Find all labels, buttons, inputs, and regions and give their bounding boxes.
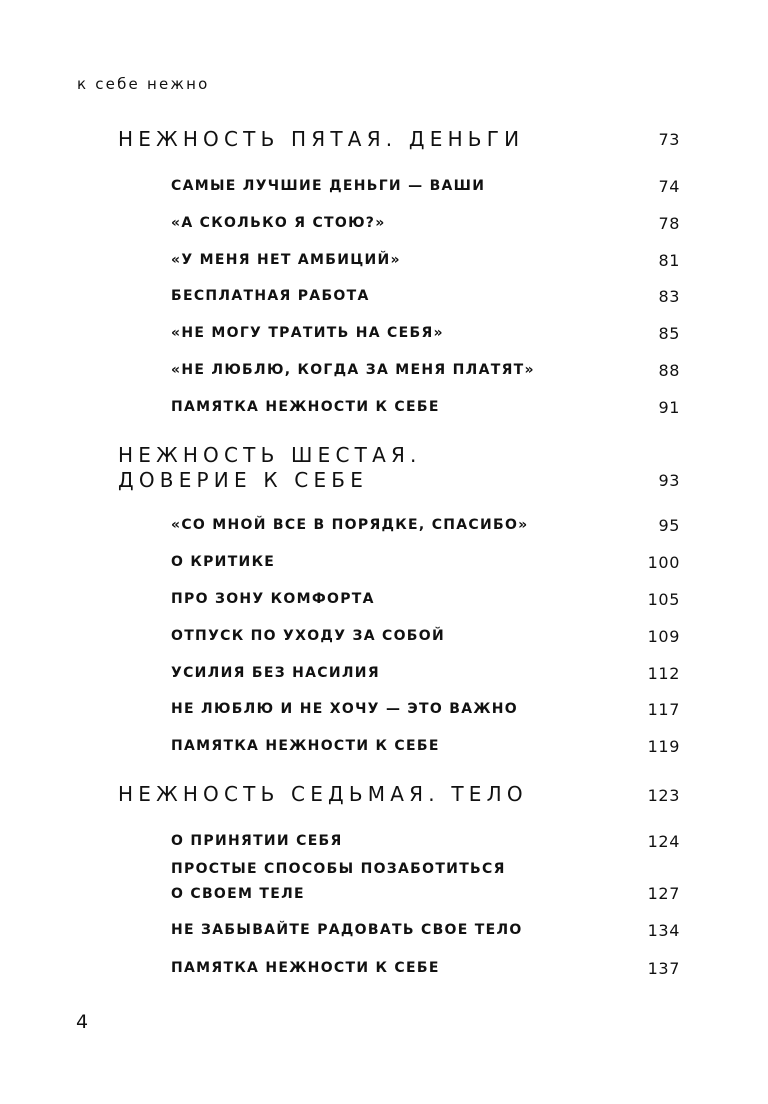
toc-entry-title xyxy=(171,956,440,981)
toc-entry-title xyxy=(171,624,445,649)
toc-entry-page: 81 xyxy=(658,251,680,270)
chapter-title xyxy=(118,443,422,493)
toc-entry-line: «СО МНОЙ ВСЕ В ПОРЯДКЕ, СПАСИБО» xyxy=(171,517,529,533)
toc-entry-line: ПРОСТЫЕ СПОСОБЫ ПОЗАБОТИТЬСЯ xyxy=(171,861,506,877)
toc-entry-page: 124 xyxy=(647,832,680,851)
page-number: 4 xyxy=(76,1011,89,1033)
toc-entry-line: ПАМЯТКА НЕЖНОСТИ К СЕБЕ xyxy=(171,399,440,415)
toc-entry-title xyxy=(171,321,444,346)
toc-entry-page: 127 xyxy=(647,884,680,903)
chapter-title xyxy=(118,782,528,807)
toc-entry-page: 109 xyxy=(647,627,680,646)
toc-entry-title xyxy=(171,587,375,612)
toc-entry-title xyxy=(171,550,275,575)
toc-entry-title xyxy=(171,918,523,943)
toc-entry-title xyxy=(171,211,386,236)
toc-entry-page: 95 xyxy=(658,516,680,535)
toc-entry-line: НЕ ЛЮБЛЮ И НЕ ХОЧУ — ЭТО ВАЖНО xyxy=(171,701,518,717)
toc-entry-title xyxy=(171,284,370,309)
toc-entry-line: САМЫЕ ЛУЧШИЕ ДЕНЬГИ — ВАШИ xyxy=(171,178,486,194)
toc-entry-title xyxy=(171,697,518,722)
toc-entry-line: ОТПУСК ПО УХОДУ ЗА СОБОЙ xyxy=(171,628,445,644)
toc-entry-title xyxy=(171,734,440,759)
toc-entry-line: О СВОЕМ ТЕЛЕ xyxy=(171,886,305,902)
toc-entry-line: ПАМЯТКА НЕЖНОСТИ К СЕБЕ xyxy=(171,960,440,976)
toc-entry-page: 88 xyxy=(658,361,680,380)
chapter-title xyxy=(118,127,524,152)
toc-entry-line: БЕСПЛАТНАЯ РАБОТА xyxy=(171,288,370,304)
toc-entry-page: 100 xyxy=(647,553,680,572)
toc-entry-line: НЕ ЗАБЫВАЙТЕ РАДОВАТЬ СВОЕ ТЕЛО xyxy=(171,922,523,938)
toc-entry-title xyxy=(171,661,380,686)
toc-entry-title xyxy=(171,248,401,273)
toc-entry-title xyxy=(171,829,343,854)
toc-entry-page: 74 xyxy=(658,177,680,196)
toc-entry-line: УСИЛИЯ БЕЗ НАСИЛИЯ xyxy=(171,665,380,681)
toc-entry-title xyxy=(171,358,535,383)
chapter-page-number: 123 xyxy=(647,786,680,805)
toc-entry-page: 105 xyxy=(647,590,680,609)
toc-entry-page: 85 xyxy=(658,324,680,343)
toc-entry-line: ПРО ЗОНУ КОМФОРТА xyxy=(171,591,375,607)
chapter-title-line: НЕЖНОСТЬ ШЕСТАЯ. xyxy=(118,443,422,467)
toc-entry-title xyxy=(171,513,529,538)
chapter-page-number: 73 xyxy=(658,130,680,149)
chapter-page-number: 93 xyxy=(658,471,680,490)
toc-entry-line: «НЕ МОГУ ТРАТИТЬ НА СЕБЯ» xyxy=(171,325,444,341)
toc-entry-page: 119 xyxy=(647,737,680,756)
toc-entry-line: ПАМЯТКА НЕЖНОСТИ К СЕБЕ xyxy=(171,738,440,754)
toc-entry-title xyxy=(171,174,485,199)
toc-entry-page: 112 xyxy=(647,664,680,683)
toc-entry-page: 91 xyxy=(658,398,680,417)
toc-entry-page: 137 xyxy=(647,959,680,978)
toc-entry-page: 78 xyxy=(658,214,680,233)
chapter-title-line: ДОВЕРИЕ К СЕБЕ xyxy=(118,468,369,492)
toc-entry-page: 134 xyxy=(647,921,680,940)
toc-entry-page: 83 xyxy=(658,287,680,306)
toc-entry-line: О ПРИНЯТИИ СЕБЯ xyxy=(171,833,343,849)
running-head: к себе нежно xyxy=(77,75,210,93)
toc-entry-page: 117 xyxy=(647,700,680,719)
toc-entry-line: О КРИТИКЕ xyxy=(171,554,276,570)
toc-entry-line: «У МЕНЯ НЕТ АМБИЦИЙ» xyxy=(171,252,401,268)
toc-entry-line: «НЕ ЛЮБЛЮ, КОГДА ЗА МЕНЯ ПЛАТЯТ» xyxy=(171,362,535,378)
chapter-title-line: НЕЖНОСТЬ ПЯТАЯ. ДЕНЬГИ xyxy=(118,127,525,151)
toc-entry-title xyxy=(171,395,440,420)
chapter-title-line: НЕЖНОСТЬ СЕДЬМАЯ. ТЕЛО xyxy=(118,782,528,806)
toc-entry-title xyxy=(171,857,506,907)
toc-entry-line: «А СКОЛЬКО Я СТОЮ?» xyxy=(171,215,386,231)
